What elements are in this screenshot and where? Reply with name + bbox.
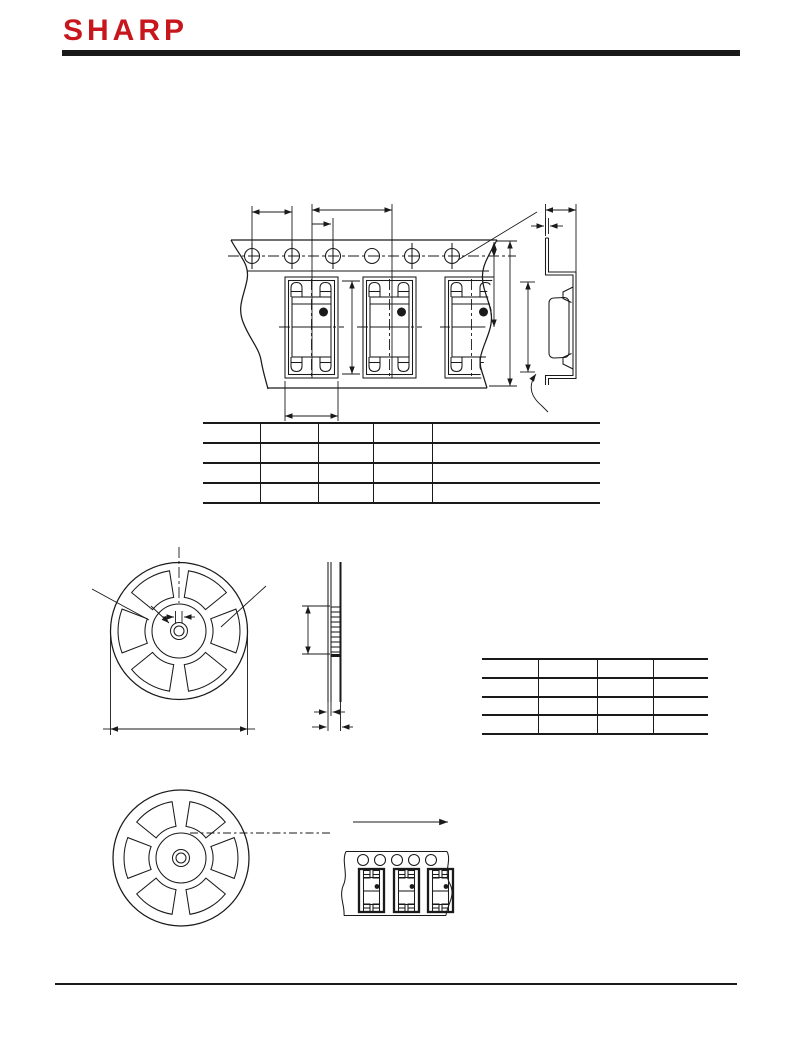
- carrier-tape-drawing: [190, 195, 590, 425]
- pocket-profile-outer: [549, 238, 577, 385]
- tape-outline: [228, 240, 516, 389]
- strip-sprocket-holes: [358, 855, 437, 866]
- component-pockets: [279, 277, 422, 378]
- table-cell: [538, 678, 597, 697]
- reel-spoke-cutout: [137, 802, 176, 838]
- reel-diameter-dimension: [103, 632, 255, 735]
- strip-component-pockets: [359, 869, 453, 912]
- table-cell: [203, 483, 260, 503]
- table-row: [203, 463, 600, 483]
- table-cell: [318, 443, 373, 463]
- footer-rule: [55, 983, 737, 985]
- reel-spoke-cutout: [137, 878, 176, 914]
- reel-dimension-table: [482, 658, 708, 735]
- table-cell: [318, 423, 373, 443]
- table-row: [482, 697, 708, 716]
- packing-reel-drawing: [105, 783, 340, 933]
- reel-spoke-cutout: [124, 838, 151, 879]
- table-row: [482, 678, 708, 697]
- table-cell: [482, 659, 538, 678]
- table-cell: [373, 443, 432, 463]
- reel-spoke-cutout: [186, 878, 225, 914]
- sharp-logo: SHARP: [63, 14, 189, 47]
- table-cell: [373, 463, 432, 483]
- reel-spoke-cutout: [211, 838, 238, 879]
- table-cell: [432, 483, 600, 503]
- table-cell: [203, 443, 260, 463]
- table-cell: [482, 715, 538, 734]
- table-row: [482, 715, 708, 734]
- table-cell: [260, 463, 318, 483]
- table-cell: [318, 463, 373, 483]
- table-cell: [432, 443, 600, 463]
- reel-body: [113, 790, 249, 926]
- table-cell: [597, 715, 653, 734]
- table-cell: [432, 423, 600, 443]
- table-row: [203, 443, 600, 463]
- table-cell: [432, 463, 600, 483]
- tape-strip-drawing: [335, 805, 465, 925]
- table-cell: [318, 483, 373, 503]
- table-cell: [653, 697, 708, 716]
- table-row: [203, 423, 600, 443]
- reel-spoke-cutout: [186, 802, 225, 838]
- component-cross-section: [549, 298, 569, 359]
- tape-dimension-table: [203, 422, 600, 504]
- table-cell: [538, 715, 597, 734]
- table-cell: [203, 423, 260, 443]
- table-cell: [653, 678, 708, 697]
- table-cell: [203, 463, 260, 483]
- wound-tape-hatch: [332, 607, 340, 656]
- table-cell: [482, 678, 538, 697]
- table-cell: [373, 423, 432, 443]
- table-cell: [597, 659, 653, 678]
- table-cell: [373, 483, 432, 503]
- table-cell: [260, 423, 318, 443]
- reel-spoke-cutout: [211, 609, 240, 653]
- table-cell: [260, 443, 318, 463]
- table-cell: [653, 715, 708, 734]
- callout-leader-right: [221, 586, 266, 627]
- table-cell: [597, 697, 653, 716]
- reel-spoke-cutout: [118, 609, 147, 653]
- table-cell: [538, 697, 597, 716]
- header-rule: [62, 50, 740, 56]
- reel-side-drawing: [295, 555, 360, 740]
- table-cell: [597, 678, 653, 697]
- tape-side-view: [520, 204, 576, 412]
- reel-front-drawing: [85, 540, 280, 740]
- table-row: [203, 483, 600, 503]
- table-cell: [538, 659, 597, 678]
- table-cell: [653, 659, 708, 678]
- hole-callout-leader: [458, 212, 537, 260]
- table-cell: [260, 483, 318, 503]
- table-cell: [482, 697, 538, 716]
- table-row: [482, 659, 708, 678]
